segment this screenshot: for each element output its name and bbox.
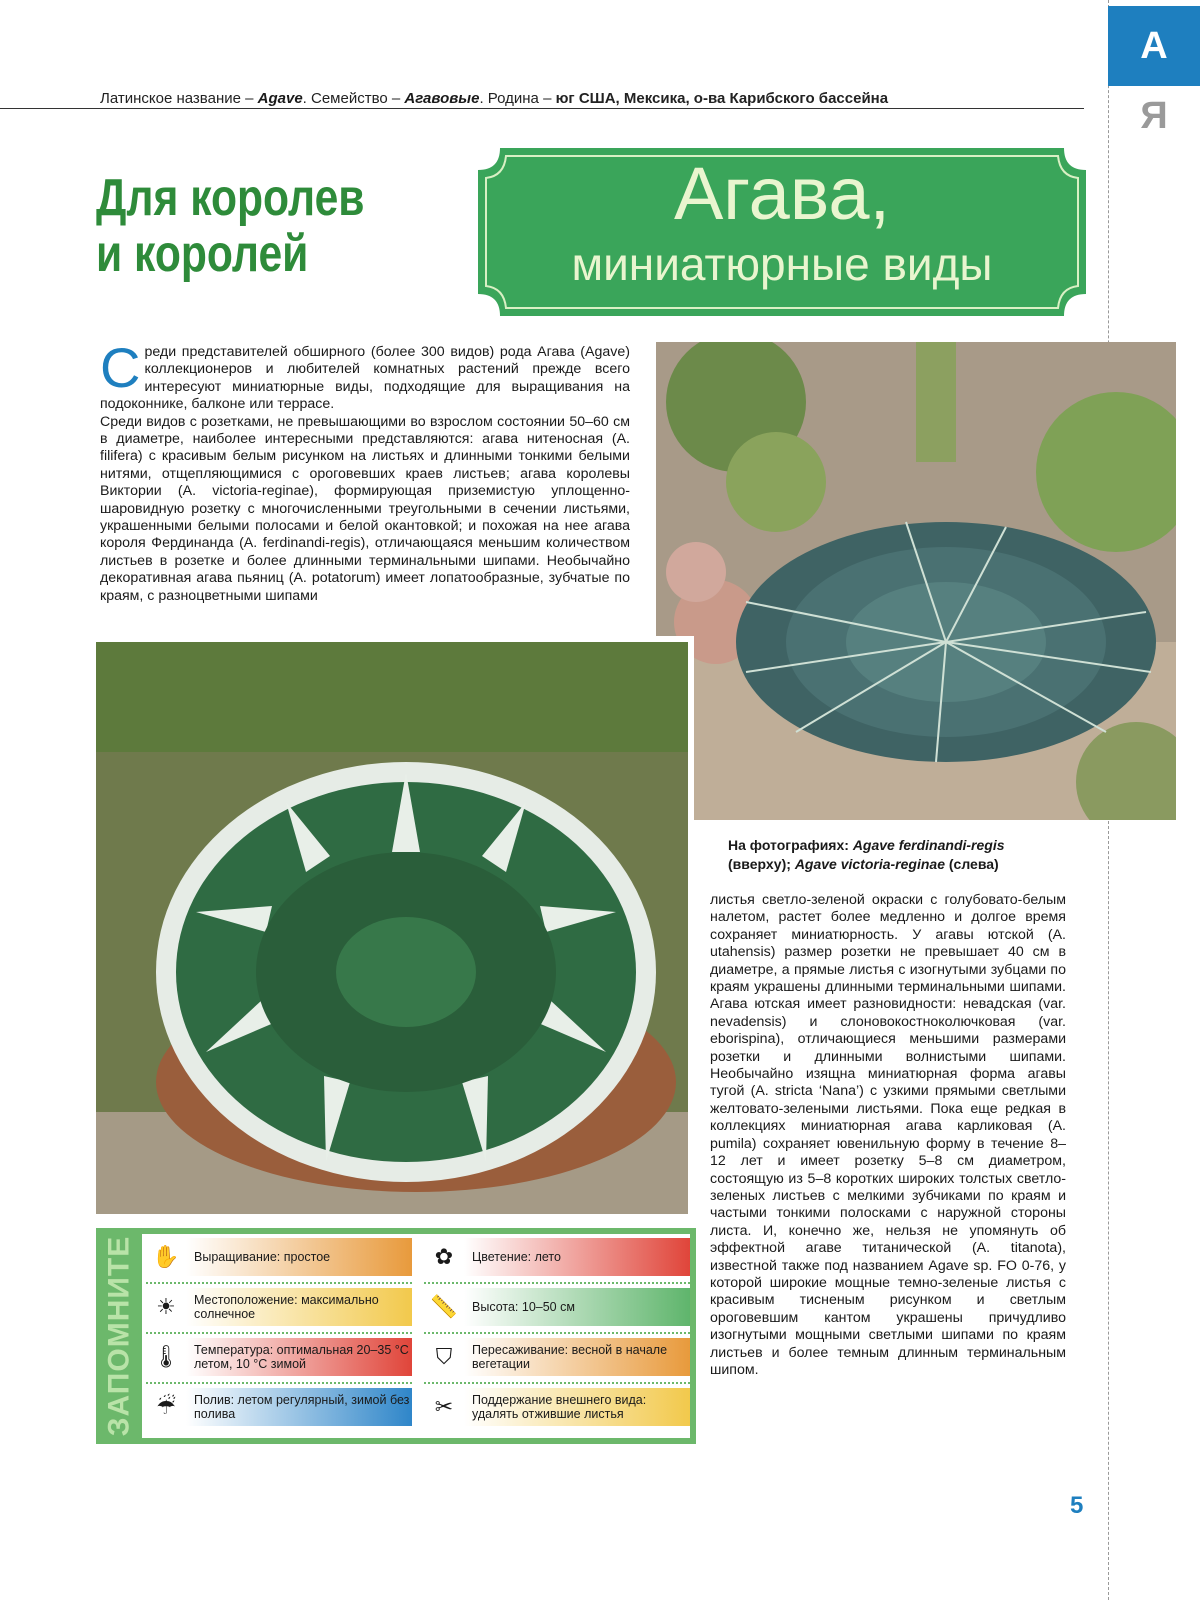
photo-caption [728, 836, 1068, 874]
flower-icon: ✿ [434, 1244, 454, 1269]
header-rule [0, 108, 1084, 109]
remember-separator [146, 1282, 412, 1284]
remember-item-label: Пересаживание: весной в начале вегетации [464, 1338, 690, 1376]
hand-icon: ✋ [152, 1244, 180, 1269]
header-home: юг США, Мексика, о-ва Карибского бассейна [555, 90, 889, 107]
index-tab-inactive[interactable]: Я [1140, 94, 1168, 137]
remember-item-label: Выращивание: простое [186, 1238, 412, 1276]
remember-side-label [96, 1228, 142, 1444]
remember-box [96, 1228, 696, 1444]
subtitle-line-1: Для королев [96, 169, 365, 227]
remember-separator [146, 1332, 412, 1334]
header-family-prefix: . Семейство – [302, 90, 405, 107]
title-banner [478, 148, 1086, 316]
intro-paragraph-1: реди представителей обширного (более 300 видов) рода Агава (Agave) коллекционеров и любителей комнатных растений прежде всего интересуют миниатюрные виды, подходящие для выращивания на подоконнике, балконе или террасе. [100, 344, 630, 413]
remember-item [146, 1388, 412, 1426]
photo-agave-ferdinandi-regis [656, 342, 1176, 820]
remember-item-label: Полив: летом регулярный, зимой без полива [186, 1388, 412, 1426]
dropcap: С [100, 336, 141, 399]
subtitle-line-2: и королей [96, 225, 309, 283]
running-header [100, 90, 888, 107]
remember-item [424, 1238, 690, 1276]
header-home-prefix: . Родина – [479, 90, 556, 107]
intro-paragraph-2: Среди видов с розетками, не превышающими во взрослом состоянии 50–60 см в диаметре, наиболее интересными представляются: агава нитеносная (A. filifera) с красивым белым рисунком на листьях и длинными тонкими белыми нитями, отщепляющимися с ороговевших краев листьев; агава королевы Виктории (A. victoria-reginae), формирующая приземистую уплощенно-шаровидную розетку с многочисленными треугольными в сечении листьями, украшенными белыми полосами и белой окантовкой; и похожая на нее агава короля Фердинанда (A. ferdinandi-regis), отличающаяся меньшим количеством листьев в розетке и более длинными терминальными шипами. Необычайно декоративная агава пьяниц (A. potatorum) имеет лопатообразные, зубчатые по краям, с разноцветными шипами [100, 413, 630, 604]
thermometer-icon: 🌡 [152, 1344, 180, 1369]
remember-title: ЗАПОМНИТЕ [102, 1235, 136, 1437]
caption-prefix: На фотографиях: [728, 837, 853, 853]
remember-panel [142, 1234, 690, 1438]
page-number: 5 [1070, 1492, 1084, 1519]
remember-item [146, 1238, 412, 1276]
remember-separator [146, 1382, 412, 1384]
intro-text [100, 336, 630, 605]
remember-item-label: Высота: 10–50 см [464, 1288, 690, 1326]
page-title: Агава, [673, 152, 891, 235]
remember-item [424, 1288, 690, 1326]
remember-item [424, 1338, 690, 1376]
photo-ferdinandi-illustration [656, 342, 1176, 820]
body-paragraph: листья светло-зеленой окраски с голубовато-белым налетом, растет более медленно и долгое время сохраняет миниатюрность. У агавы ютской (A. utahensis) размер розетки не превышает 40 см в диаметре, а прямые листья с изогнутыми зубцами по краям украшены длинными терминальными шипами. Агава ютская имеет разновидности: невадская (var. nevadensis) и слоновокостноколючковая (var. eborispina), отличающиеся меньшими размерами розетки и длинными волнистыми шипами. Необычайно изящна миниатюрная форма агавы тугой (A. stricta ‘Nana’) с узкими прямыми светлыми желтовато-зелеными листьями. Пока еще редкая в коллекциях миниатюрная агава карликовая (A. pumila) сохраняет ювенильную форму в течение 8–12 лет и имеет розетку 5–8 см диаметром, состоящую из 5–8 коротких широких толстых светло-зеленых листьев с мелкими зубчиками по краям и частыми тонкими полосками с наружной стороны листа. И, конечно же, нельзя не упомянуть об эффектной агаве титанической (A. titanota), известной также под названием Agave sp. FO 0-76, у которой широкие мощные темно-зеленые листья с красивым тисненым рисунком и светлым ороговевшим кантом украшены причудливо изогнутыми мощными светлыми шипами по краям листьев и более темным длинным терминальным шипом. [710, 892, 1066, 1378]
header-latin-name: Agave [257, 90, 303, 107]
remember-separator [424, 1282, 690, 1284]
page-subtitle [96, 170, 375, 282]
remember-item [146, 1288, 412, 1326]
caption-species-2: Agave victoria-reginae [794, 856, 945, 872]
body-text-continued [710, 892, 1066, 1379]
photo-victoria-illustration [96, 642, 688, 1214]
remember-item [424, 1388, 690, 1426]
remember-item-label: Цветение: лето [464, 1238, 690, 1276]
caption-suffix: (слева) [944, 856, 999, 872]
photo-agave-victoria-reginae [96, 636, 694, 1214]
index-tab-active[interactable]: А [1108, 6, 1200, 86]
caption-mid: (вверху); [728, 856, 795, 872]
remember-item-label: Поддержание внешнего вида: удалять отжившие листья [464, 1388, 690, 1426]
remember-item [146, 1338, 412, 1376]
page-title-line-2: миниатюрные виды [571, 238, 993, 290]
ruler-icon: 📏 [430, 1294, 458, 1319]
sun-icon: ☀ [156, 1294, 176, 1319]
header-latin-prefix: Латинское название – [100, 90, 258, 107]
caption-species-1: Agave ferdinandi-regis [852, 837, 1005, 853]
header-family-name: Агавовые [404, 90, 480, 107]
remember-separator [424, 1332, 690, 1334]
pruner-icon: ✂ [434, 1394, 454, 1419]
remember-item-label: Температура: оптимальная 20–35 °С летом, 10 °С зимой [186, 1338, 412, 1376]
pot-icon: ⛉ [435, 1344, 453, 1369]
remember-separator [424, 1382, 690, 1384]
watering-can-icon: ☔ [156, 1394, 176, 1419]
remember-item-label: Местоположение: максимально солнечное [186, 1288, 412, 1326]
